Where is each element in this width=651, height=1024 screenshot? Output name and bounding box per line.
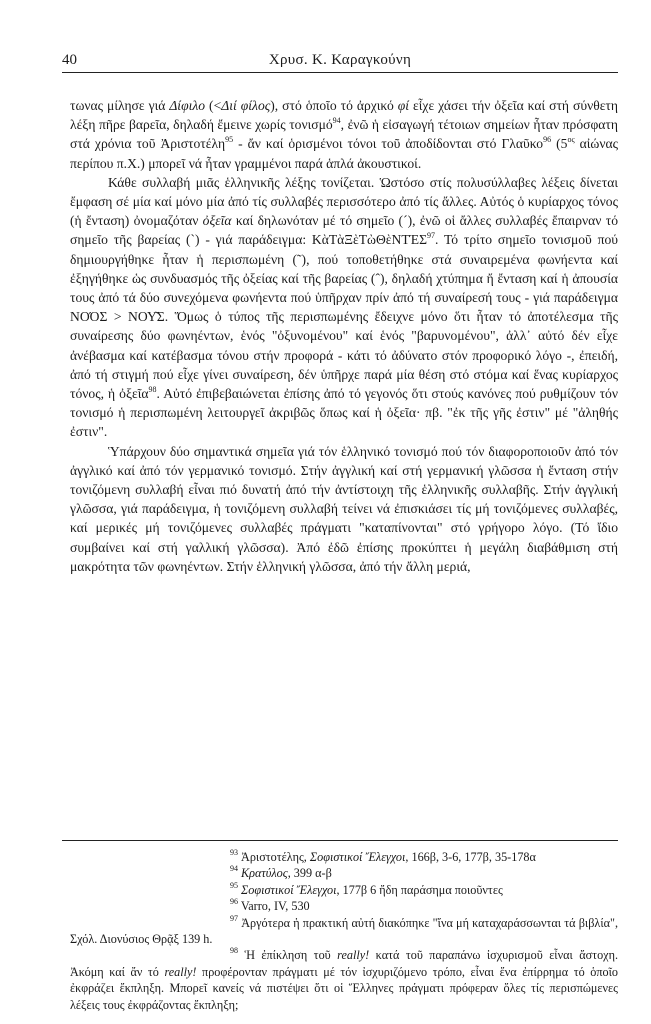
footnote-text: , 177β 6 ἤδη παράσημα ποιοῦντες	[336, 882, 503, 897]
footnote-text: Ἀργότερα ἡ πρακτική αὐτή διακόπηκε "ἵνα μή καταχαράσσωνται τά βιβλία", Σχόλ. Διονύσιος Θρᾷξ 139 h.	[70, 915, 619, 947]
footnote-text: κατά τοῦ παραπάνω ἰσχυρισμοῦ εἶναι ἄστοχη. Ἀκόμη καί ἄν τό	[70, 948, 618, 979]
paragraph-2	[70, 173, 618, 442]
ordinal-suffix: ος	[567, 135, 575, 145]
footnote-number: 94	[230, 864, 238, 874]
page-header	[62, 48, 618, 73]
text-run: καί δηλωνόταν μέ τό σημεῖο (´), ἐνῶ οἱ ἄλλες συλλαβές ἔπαιρναν τό σημεῖο τῆς βαρείας (`) - γιά παράδειγμα: ΚὰΤὰΞὲΤὼΘὲΝΤΈΣ	[70, 213, 618, 248]
paragraph-1	[70, 96, 618, 173]
footnote-text: Ἀριστοτέλης,	[241, 850, 310, 864]
text-run: - ἄν καί ὁρισμένοι τόνοι τοῦ ἀποδίδονται στό Γλαῦκο	[233, 136, 544, 152]
text-run: τωνας μίλησε γιά	[70, 98, 170, 113]
footnote-95	[70, 882, 618, 898]
footnote-96	[70, 898, 618, 914]
footnote-98	[70, 947, 618, 1013]
page-number: 40	[62, 52, 77, 68]
footnote-94	[70, 865, 618, 881]
text-run: ), στό ὁποῖο τό ἀρχικό	[270, 98, 398, 113]
italic-run: ὀξεῖα	[202, 213, 232, 229]
text-run: (<	[205, 98, 222, 113]
footnote-text: προφέρονταν πράγματι μέ τόν ἰσχυριζόμενο τρόπο, εἶναι ἕνα ἐπίρρημα τό ὁποῖο ἐκφράζει ἔκπληξη. Μπορεῖ κανείς νά πιστέψει ὅτι οἱ Ἕλληνες πράγματι πρόφεραν ὅλες τίς περισπώμενες λέξεις τους ἐκφράζοντας ἔκπληξη;	[70, 964, 618, 1012]
footnote-text: , 166β, 3-6, 177β, 35-178α	[405, 850, 536, 864]
paragraph-3: Ὑπάρχουν δύο σημαντικά σημεῖα γιά τόν ἑλληνικό τονισμό πού τόν διαφοροποιοῦν ἀπό τόν ἀγγλικό καί ἀπό τόν γερμανικό τονισμό. Στήν ἀγγλική καί στή γερμανική γλῶσσα ἡ ἔνταση στήν τονιζόμενη συλλαβή εἶναι πιό δυνατή ἀπό τήν ἀντίστοιχη τῆς ἑλληνικῆς συλλαβῆς. Στήν ἀγγλική γλῶσσα, γιά παράδειγμα, ἡ τονιζόμενη συλλαβή τείνει νά ἐπισκιάσει τίς μή τονιζόμενες συλλαβές, καί μερικές μή τονιζόμενες συλλαβές πράγματι "καταπίνονται" στό γρήγορο λόγο. (Τό ἴδιο συμβαίνει καί στή γαλλική γλῶσσα). Ἀπό ἐδῶ ἐπίσης προκύπτει ἡ μεγάλη διαβάθμιση στή μακρότητα τῶν φωνηέντων. Στήν ἑλληνική γλῶσσα, ἀπό τήν ἄλλη μεριά,	[70, 443, 618, 574]
footnote-italic: Σοφιστικοί Ἔλεγχοι	[309, 850, 406, 864]
footnote-rule	[62, 840, 618, 841]
text-run: , ἐνῶ ἡ εἰσαγωγή τέτοιων σημείων ἦταν πρόσφατη στά χρόνια τοῦ Ἀριστοτέλη	[70, 117, 618, 152]
body-text	[70, 96, 618, 576]
italic-run: Δίφιλο	[169, 98, 206, 113]
footnote-ref-97: 97	[426, 231, 435, 241]
footnote-italic: Σοφιστικοί Ἔλεγχοι	[241, 882, 337, 897]
footnote-ref-96: 96	[543, 135, 552, 145]
footnote-number: 97	[230, 913, 238, 923]
footnote-text: Varro, IV, 530	[240, 899, 310, 914]
footnote-ref-94: 94	[332, 116, 341, 126]
text-run: Κάθε συλλαβή μιᾶς ἑλληνικῆς λέξης τονίζεται. Ὡστόσο στίς πολυσύλλαβες λέξεις δίνεται ἔμφαση σέ μία καί μόνο μία ἀπό τίς συλλαβές περισσότερο ἀπό τίς ἄλλες. Αὐτός ὁ κυρίαρχος τόνος (ἡ ἔνταση) ὀνομαζόταν	[70, 174, 618, 229]
footnote-italic: Κρατύλος	[241, 866, 288, 881]
footnote-italic: really!	[337, 948, 370, 963]
footnote-number: 93	[230, 848, 238, 857]
text-run: εἶχε χάσει τήν ὀξεῖα καί στή σύνθετη λέξη πῆρε βαρεῖα, δηλαδή ἔμεινε χωρίς τονισμό	[70, 98, 619, 133]
footnote-number: 95	[230, 880, 238, 890]
footnote-text: Ἡ ἐπίκληση τοῦ	[244, 948, 338, 963]
footnote-number: 98	[230, 946, 238, 956]
text-run: . Αὐτό ἐπιβεβαιώνεται ἐπίσης ἀπό τό γεγονός ὅτι στούς κανόνες πού ρυθμίζουν τόν τονισμό ἡ περισπωμένη λειτουργεῖ ἀκριβῶς ὅπως καί ἡ ὀξεῖα· πβ. "ἐκ τῆς γῆς ἐστιν" μέ "ἀληθής ἐστιν".	[70, 386, 618, 440]
text-run: αἰώνας περίπου π.Χ.) μπορεῖ νά ἦταν γραμμένοι παρά ἁπλά ἀκουστικοί.	[70, 136, 619, 171]
text-run: . Τό τρίτο σημεῖο τονισμοῦ πού δημιουργήθηκε ἦταν ἡ περισπωμένη (῀), πού τοποθετήθηκε στά συναιρεμένα φωνήεντα καί ἐξηγήθηκε ὡς συνδυασμός τῆς ὀξείας καί τῆς βαρείας (ˆ), δηλαδή χτύπημα ἤ ἔνταση καί ἡ ἀπουσία τους ἀπό τά δύο συνεχόμενα φωνήεντα πού ὑπῆρχαν πρίν ἀπό τή συναίρεσή τους - γιά παράδειγμα ΝΟΌΣ > ΝΟΥ͂Σ. Ὅμως ὁ τύπος τῆς περισπωμένης ἔδειχνε μόνο ὅτι ἦταν τό ἀποτέλεσμα τῆς συναίρεσης δύο φωνηέντων, ἑνός "ὀξυνομένου" καί ἑνός "βαρυνομένου", ἀλλ᾽ αὐτό δέν εἶχε ἀνέβασμα καί κατέβασμα τόνου στήν προφορά - κάτι τό ἀδύνατο στόν προφορικό λόγο -, ἐπειδή, ἀπό τή στιγμή πού εἶχε γίνει συναίρεση, δέν ὑπῆρχε παρά μία θέση στό στόμα καί ἕνας κυρίαρχος τόνος, ἡ ὀξεῖα	[70, 232, 618, 402]
italic-run: Διί φίλος	[221, 98, 271, 113]
footnote-number: 96	[230, 897, 238, 907]
footnote-ref-98: 98	[148, 385, 157, 395]
footnote-97	[70, 915, 618, 948]
footnotes	[70, 849, 618, 1013]
italic-run: φί	[397, 98, 410, 113]
text-run: (5	[551, 136, 568, 152]
footnote-93	[70, 849, 618, 865]
footnote-text: , 399 α-β	[287, 866, 332, 881]
footnote-italic: really!	[164, 964, 197, 979]
running-head: Χρυσ. Κ. Καραγκούνη	[268, 52, 412, 68]
footnote-ref-95: 95	[225, 135, 234, 145]
